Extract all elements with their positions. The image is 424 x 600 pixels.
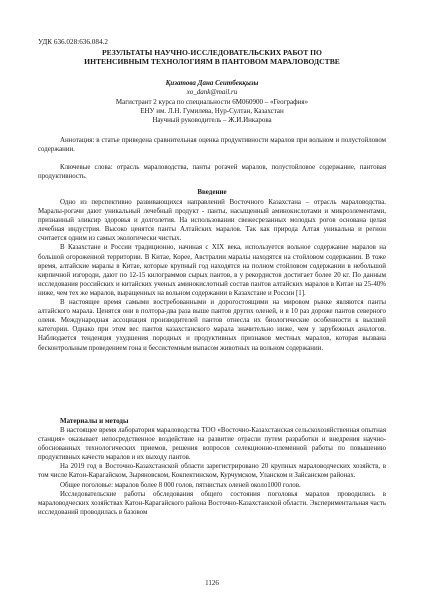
methods-paragraph: Исследовательские работы обследования общего состояния поголовья маралов проводились в мараловодческих хозяйствах Катон-Карагайского района Восточно-Казахстанской области. Экспериментальная часть исследований проводилась в базовом <box>38 490 386 516</box>
methods-heading: Материалы и методы <box>60 417 129 425</box>
methods-paragraph: Общее поголовье: маралов более 8 000 голов, пятнистых оленей около1000 голов. <box>60 481 301 489</box>
author-position: Магистрант 2 курса по специальности 6М060900 – «География» <box>115 97 309 106</box>
udk-code: УДК 636.028:636.084.2 <box>38 38 108 46</box>
methods-paragraph: В настоящее время лаборатория мараловодства ТОО «Восточно-Казахстанская сельскохозяйственная опытная станция» оказывает непосредственное воздействие на развитие отрасли путем разработки и внедрения научно-обоснованных технологических приемов, решения вопросов селекционно-племенной работы по повышению продуктивных качеств маралов и их выходу пантов. <box>38 427 386 462</box>
methods-paragraph: На 2019 год в Восточно-Казахстанской области зарегистрировано 20 крупных мараловодческих хозяйств, в том числе Катон-Карагайском, Зыряновском, Кокпектинском, Курчумском, Уланском и Зайсанском районах. <box>38 463 386 480</box>
author-name: Қизатова Дана Сеитбекқызы <box>165 79 259 87</box>
scientific-advisor: Научный руководитель – Ж.И.Инкарова <box>152 116 272 125</box>
author-email: xo_dank@mail.ru <box>186 88 238 97</box>
annotation: Аннотация: в статье приведена сравнительная оценка продуктивности маралов при вольном и полустойловом содержании. <box>38 137 386 154</box>
article-title <box>38 48 386 66</box>
methods-section <box>38 426 386 517</box>
page-number: 1126 <box>205 579 219 587</box>
title-line-1: РЕЗУЛЬТАТЫ НАУЧНО-ИССЛЕДОВАТЕЛЬСКИХ РАБОТ ПО <box>102 48 322 57</box>
author-block <box>38 79 386 125</box>
intro-heading: Введение <box>197 188 227 196</box>
intro-paragraph: В Казахстане и России традиционно, начиная с XIX века, используется вольное содержание маралов на большой огороженной территории. В Китае, Корее, Австралии маралы находятся на стойловом содержании. В тоже время, алтайские маралы в Китае, которые крупный год находятся на полном стойловом содержании в небольшой кирпичной изгороди, дают по 12-15 килограммов сырых пантов, в у рекордистов достигает более 20 кг. По данным исследования российских и китайских ученых аминокислотный состав пантов алтайских маралов в Китае на 25-40% ниже, чем тех же маралов, выращенных на вольном содержании в Казахстане и России [1]. <box>38 244 386 297</box>
intro-section <box>38 198 386 353</box>
intro-paragraph: В настоящее время самыми востребованными и дорогостоящими на мировом рынке являются панты алтайского марала. Ценятся они в полтора-два раза выше пантов других оленей, и в 10 раз дороже пантов северного оленя. Международная ассоциация производителей пантов отнесла их биологические особенности к высшей категории. Однако при этом вес пантов казахстанского марала значительно ниже, чем у зарубежных аналогов. Наблюдается тенденция ухудшения породных и продуктивных признаков местных маралов, которая вызвана бесконтрольным проведением гона и бессистемным выпасом животных на вольном содержании. <box>38 299 386 352</box>
author-university: ЕНУ им. Л.Н. Гумилева, Нур-Султан, Казахстан <box>140 106 284 115</box>
intro-paragraph: Одно из перспективно развивающихся направлений Восточного Казахстана – отрасль мараловодства. Маралы-рогачи дают уникальный лечебный продукт - панты, насыщенный аминокислотами и микроэлементами, признанный эликсир здоровья и долголетия. На использовании свежесрезанных молодых рогов основана целая лечебная индустрия. Высоко ценятся панты Алтайских маралов. Так как природа Алтая уникальна и регион считается одним из самых экологически чистых. <box>38 199 386 243</box>
title-line-2: ИНТЕНСИВНЫМ ТЕХНОЛОГИЯМ В ПАНТОВОМ МАРАЛОВОДСТВЕ <box>84 57 340 67</box>
keywords: Ключевые слова: отрасль мараловодства, панты рогачей маралов, полустойловое содержание, пантовая продуктивность. <box>38 164 386 181</box>
